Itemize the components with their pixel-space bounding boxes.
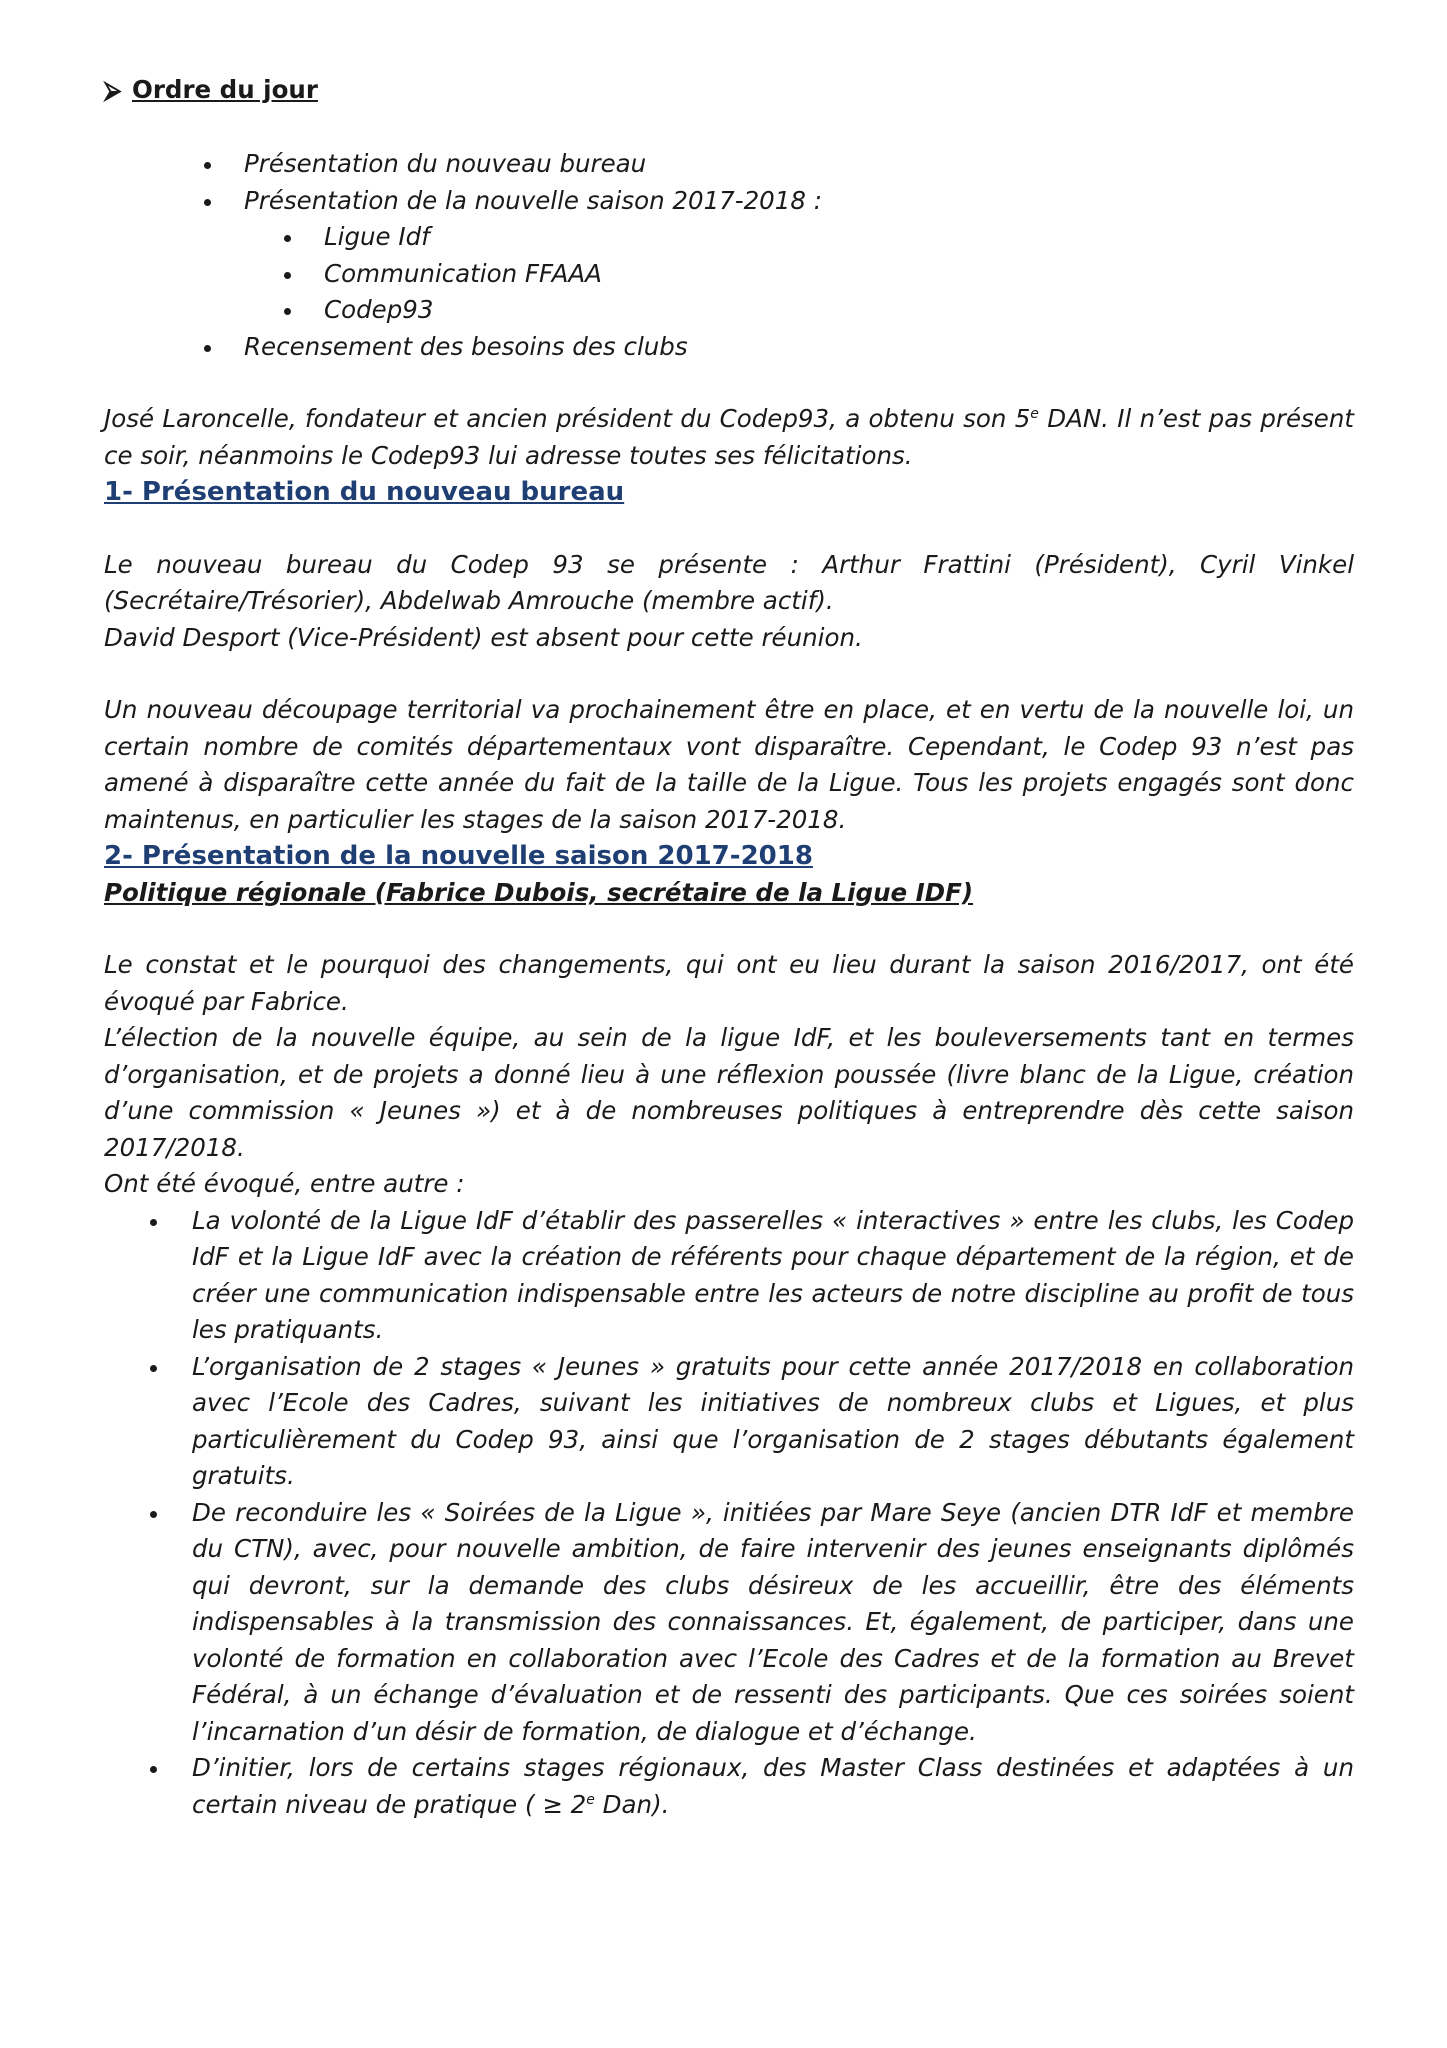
agenda-item: Présentation du nouveau bureau (104, 146, 1354, 183)
intro-paragraph: José Laroncelle, fondateur et ancien président du Codep93, a obtenu son 5e DAN. Il n’est pas présent ce soir, néanmoins le Codep93 lui adresse toutes ses félicitations. (104, 404, 1354, 470)
point-item: L’organisation de 2 stages « Jeunes » gratuits pour cette année 2017/2018 en collaboration avec l’Ecole des Cadres, suivant les initiatives de nombreux clubs et Ligues, et plus particulièrement du Codep 93, ainsi que l’organisation de 2 stages débutants également gratuits. (104, 1349, 1354, 1495)
agenda-subitem: Ligue Idf (104, 219, 1354, 256)
agenda-heading-text: Ordre du jour (132, 75, 318, 104)
section-2-paragraph: Ont été évoqué, entre autre : (104, 1169, 465, 1198)
section-1-paragraph: Un nouveau découpage territorial va prochainement être en place, et en vertu de la nouvelle loi, un certain nombre de comités départementaux vont disparaître. Cependant, le Codep 93 n’est pas amené à disparaître cette année du fait de la taille de la Ligue. Tous les projets engagés sont donc maintenus, en particulier les stages de la saison 2017-2018. (104, 695, 1354, 834)
agenda-list (104, 146, 1354, 365)
agenda-item: Recensement des besoins des clubs (104, 329, 1354, 366)
section-2-paragraph: L’élection de la nouvelle équipe, au sein de la ligue IdF, et les bouleversements tant en termes d’organisation, et de projets a donné lieu à une réflexion poussée (livre blanc de la Ligue, création d’une commission « Jeunes ») et à de nombreuses politiques à entreprendre dès cette saison 2017/2018. (104, 1023, 1354, 1162)
section-1-title: 1- Présentation du nouveau bureau (104, 477, 625, 507)
point-item: De reconduire les « Soirées de la Ligue », initiées par Mare Seye (ancien DTR IdF et membre du CTN), avec, pour nouvelle ambition, de faire intervenir des jeunes enseignants diplômés qui devront, sur la demande des clubs désireux de les accueillir, être des éléments indispensables à la transmission des connaissances. Et, également, de participer, dans une volonté de formation en collaboration avec l’Ecole des Cadres et de la formation au Brevet Fédéral, à un échange d’évaluation et de ressenti des participants. Que ces soirées soient l’incarnation d’un désir de formation, de dialogue et d’échange. (104, 1495, 1354, 1751)
agenda-item: Présentation de la nouvelle saison 2017-2018 : Ligue Idf Communication FFAAA Codep93 (104, 183, 1354, 329)
point-item: La volonté de la Ligue IdF d’établir des passerelles « interactives » entre les clubs, les Codep IdF et la Ligue IdF avec la création de référents pour chaque département de la région, et de créer une communication indispensable entre les acteurs de notre discipline au profit de tous les pratiquants. (104, 1203, 1354, 1349)
arrow-bullet-icon: ⮚ (104, 76, 122, 104)
agenda-subitem: Codep93 (104, 292, 1354, 329)
agenda-sublist (104, 219, 1354, 329)
agenda-heading (104, 70, 1354, 110)
point-item: D’initier, lors de certains stages régionaux, des Master Class destinées et adaptées à un certain niveau de pratique ( ≥ $2^e$ Dan). (104, 1750, 1354, 1823)
section-1-paragraph: David Desport (Vice-Président) est absent pour cette réunion. (104, 622, 863, 652)
points-list (104, 1203, 1354, 1824)
section-2-subtitle: Politique régionale (Fabrice Dubois, secrétaire de la Ligue IDF) (104, 877, 974, 907)
agenda-subitem: Communication FFAAA (104, 256, 1354, 293)
section-1-paragraph: Le nouveau bureau du Codep 93 se présente : Arthur Frattini (Président), Cyril Vinkel (Secrétaire/Trésorier), Abdelwab Amrouche (membre actif). (104, 549, 1354, 615)
section-2-paragraph: Le constat et le pourquoi des changements, qui ont eu lieu durant la saison 2016/2017, ont été évoqué par Fabrice. (104, 950, 1354, 1016)
section-2-title: 2- Présentation de la nouvelle saison 2017-2018 (104, 841, 813, 871)
document-page (104, 70, 1354, 1823)
